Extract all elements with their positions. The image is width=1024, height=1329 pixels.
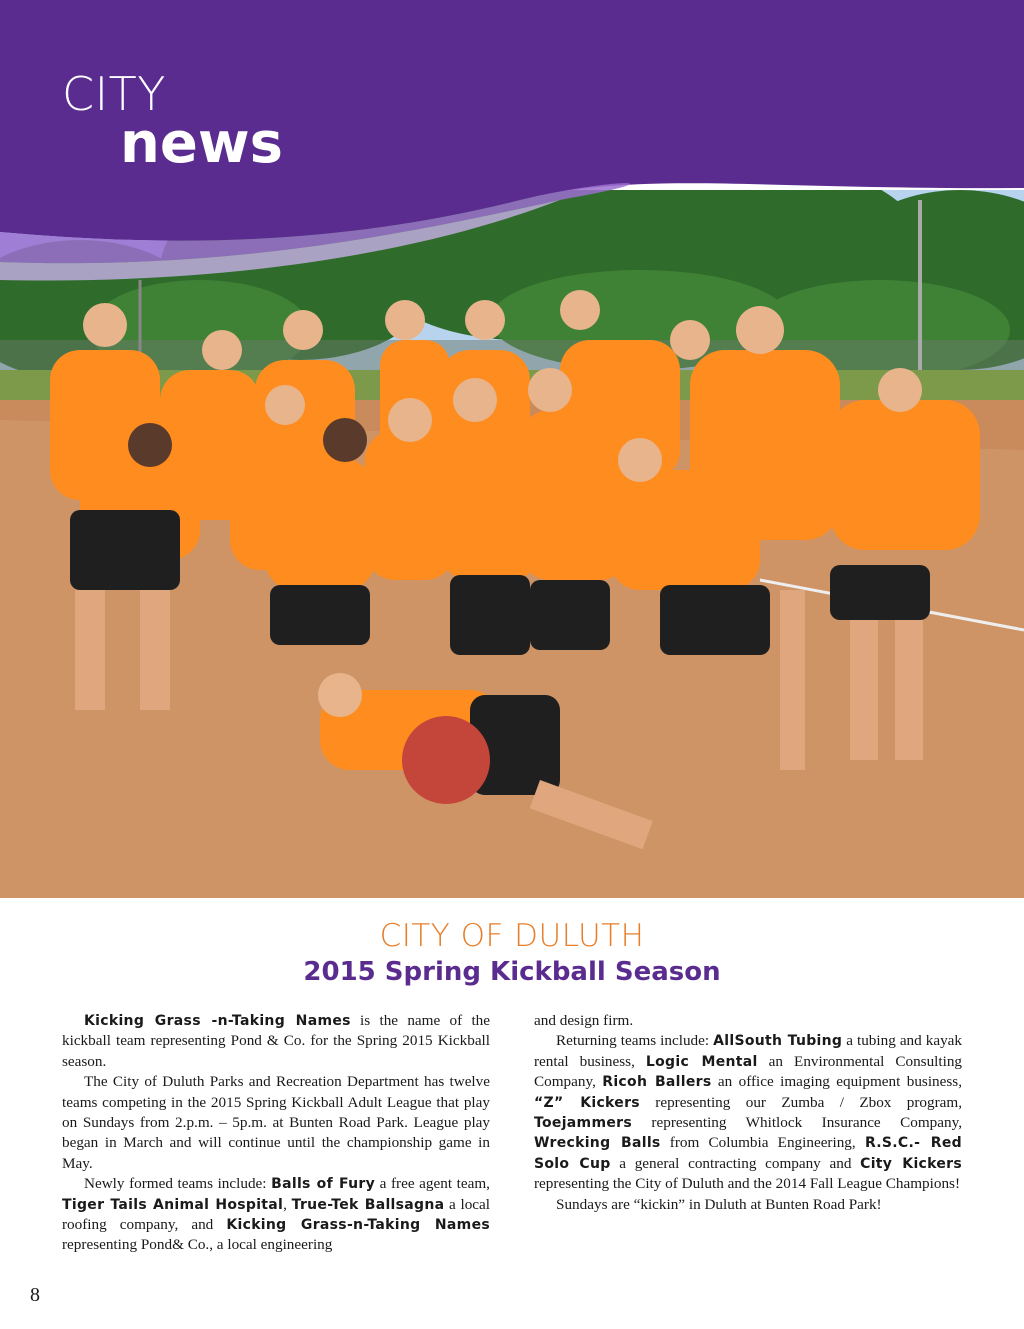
article-title: CITY OF DULUTH (379, 918, 645, 954)
paragraph-text: an office imaging equipment business, (711, 1073, 963, 1091)
team-name: Ricoh Ballers (602, 1074, 712, 1091)
paragraph-text: representing Whitlock Insurance Company, (631, 1114, 962, 1132)
article-column-right (534, 1011, 962, 1215)
team-name: Balls of Fury (271, 1176, 376, 1193)
paragraph-text: a tubing and kayak rental business, (534, 1032, 963, 1070)
article-paragraph (62, 1011, 490, 1072)
article-paragraph (534, 1031, 962, 1194)
masthead-city: CITY (62, 67, 166, 121)
paragraph-text: from Columbia Engineering, (660, 1134, 865, 1152)
article-subtitle: 2015 Spring Kickball Season (303, 957, 721, 987)
paragraph-text: representing our Zumba / Zbox program, (639, 1093, 962, 1111)
paragraph-text: , (283, 1195, 292, 1213)
paragraph-text: an Environmental Consulting Company, (534, 1052, 963, 1091)
team-name: R.S.C.- Red Solo Cup (534, 1135, 963, 1172)
team-name: City Kickers (860, 1155, 963, 1172)
paragraph-text: representing Pond& Co., a local engineering (62, 1236, 333, 1254)
team-name: Toejammers (534, 1115, 632, 1132)
article-paragraph: The City of Duluth Parks and Recreation Department has twelve teams competing in the 2015 Spring Kickball Adult League that play on Sundays from 2.p.m. – 5p.m. at Bunten Road Park. League play began in March and will continue until the championship game in May. (62, 1073, 490, 1172)
section-masthead (62, 67, 283, 176)
paragraph-text: representing the City of Duluth and the 2014 Fall League Champions! (534, 1175, 961, 1193)
masthead-banner (0, 0, 1024, 300)
paragraph-text: a local roofing company, and (62, 1195, 491, 1234)
paragraph-text: a general contracting company and (610, 1154, 861, 1172)
masthead-news: news (120, 111, 283, 176)
paragraph-text: a free agent team, (375, 1175, 490, 1193)
article-column-left (62, 1011, 490, 1256)
team-name: AllSouth Tubing (713, 1033, 843, 1050)
article-paragraph: and design firm. (534, 1012, 634, 1029)
team-name: Tiger Tails Animal Hospital (62, 1196, 284, 1213)
page-number: 8 (30, 1284, 40, 1306)
team-name: Wrecking Balls (534, 1135, 661, 1152)
team-name: True-Tek Ballsagna (291, 1196, 445, 1213)
paragraph-text: Returning teams include: (556, 1032, 714, 1050)
team-name: Logic Mental (645, 1053, 758, 1070)
paragraph-text: is the name of the kickball team representing Pond & Co. for the Spring 2015 Kickball season. (62, 1012, 490, 1070)
team-name: “Z” Kickers (534, 1094, 640, 1111)
paragraph-text: Newly formed teams include: (84, 1175, 272, 1193)
team-name: Kicking Grass -n-Taking Names (84, 1013, 351, 1029)
article-paragraph: Sundays are “kickin” in Duluth at Bunten Road Park! (556, 1195, 882, 1213)
team-name: Kicking Grass-n-Taking Names (226, 1217, 490, 1234)
article-paragraph (62, 1174, 490, 1256)
